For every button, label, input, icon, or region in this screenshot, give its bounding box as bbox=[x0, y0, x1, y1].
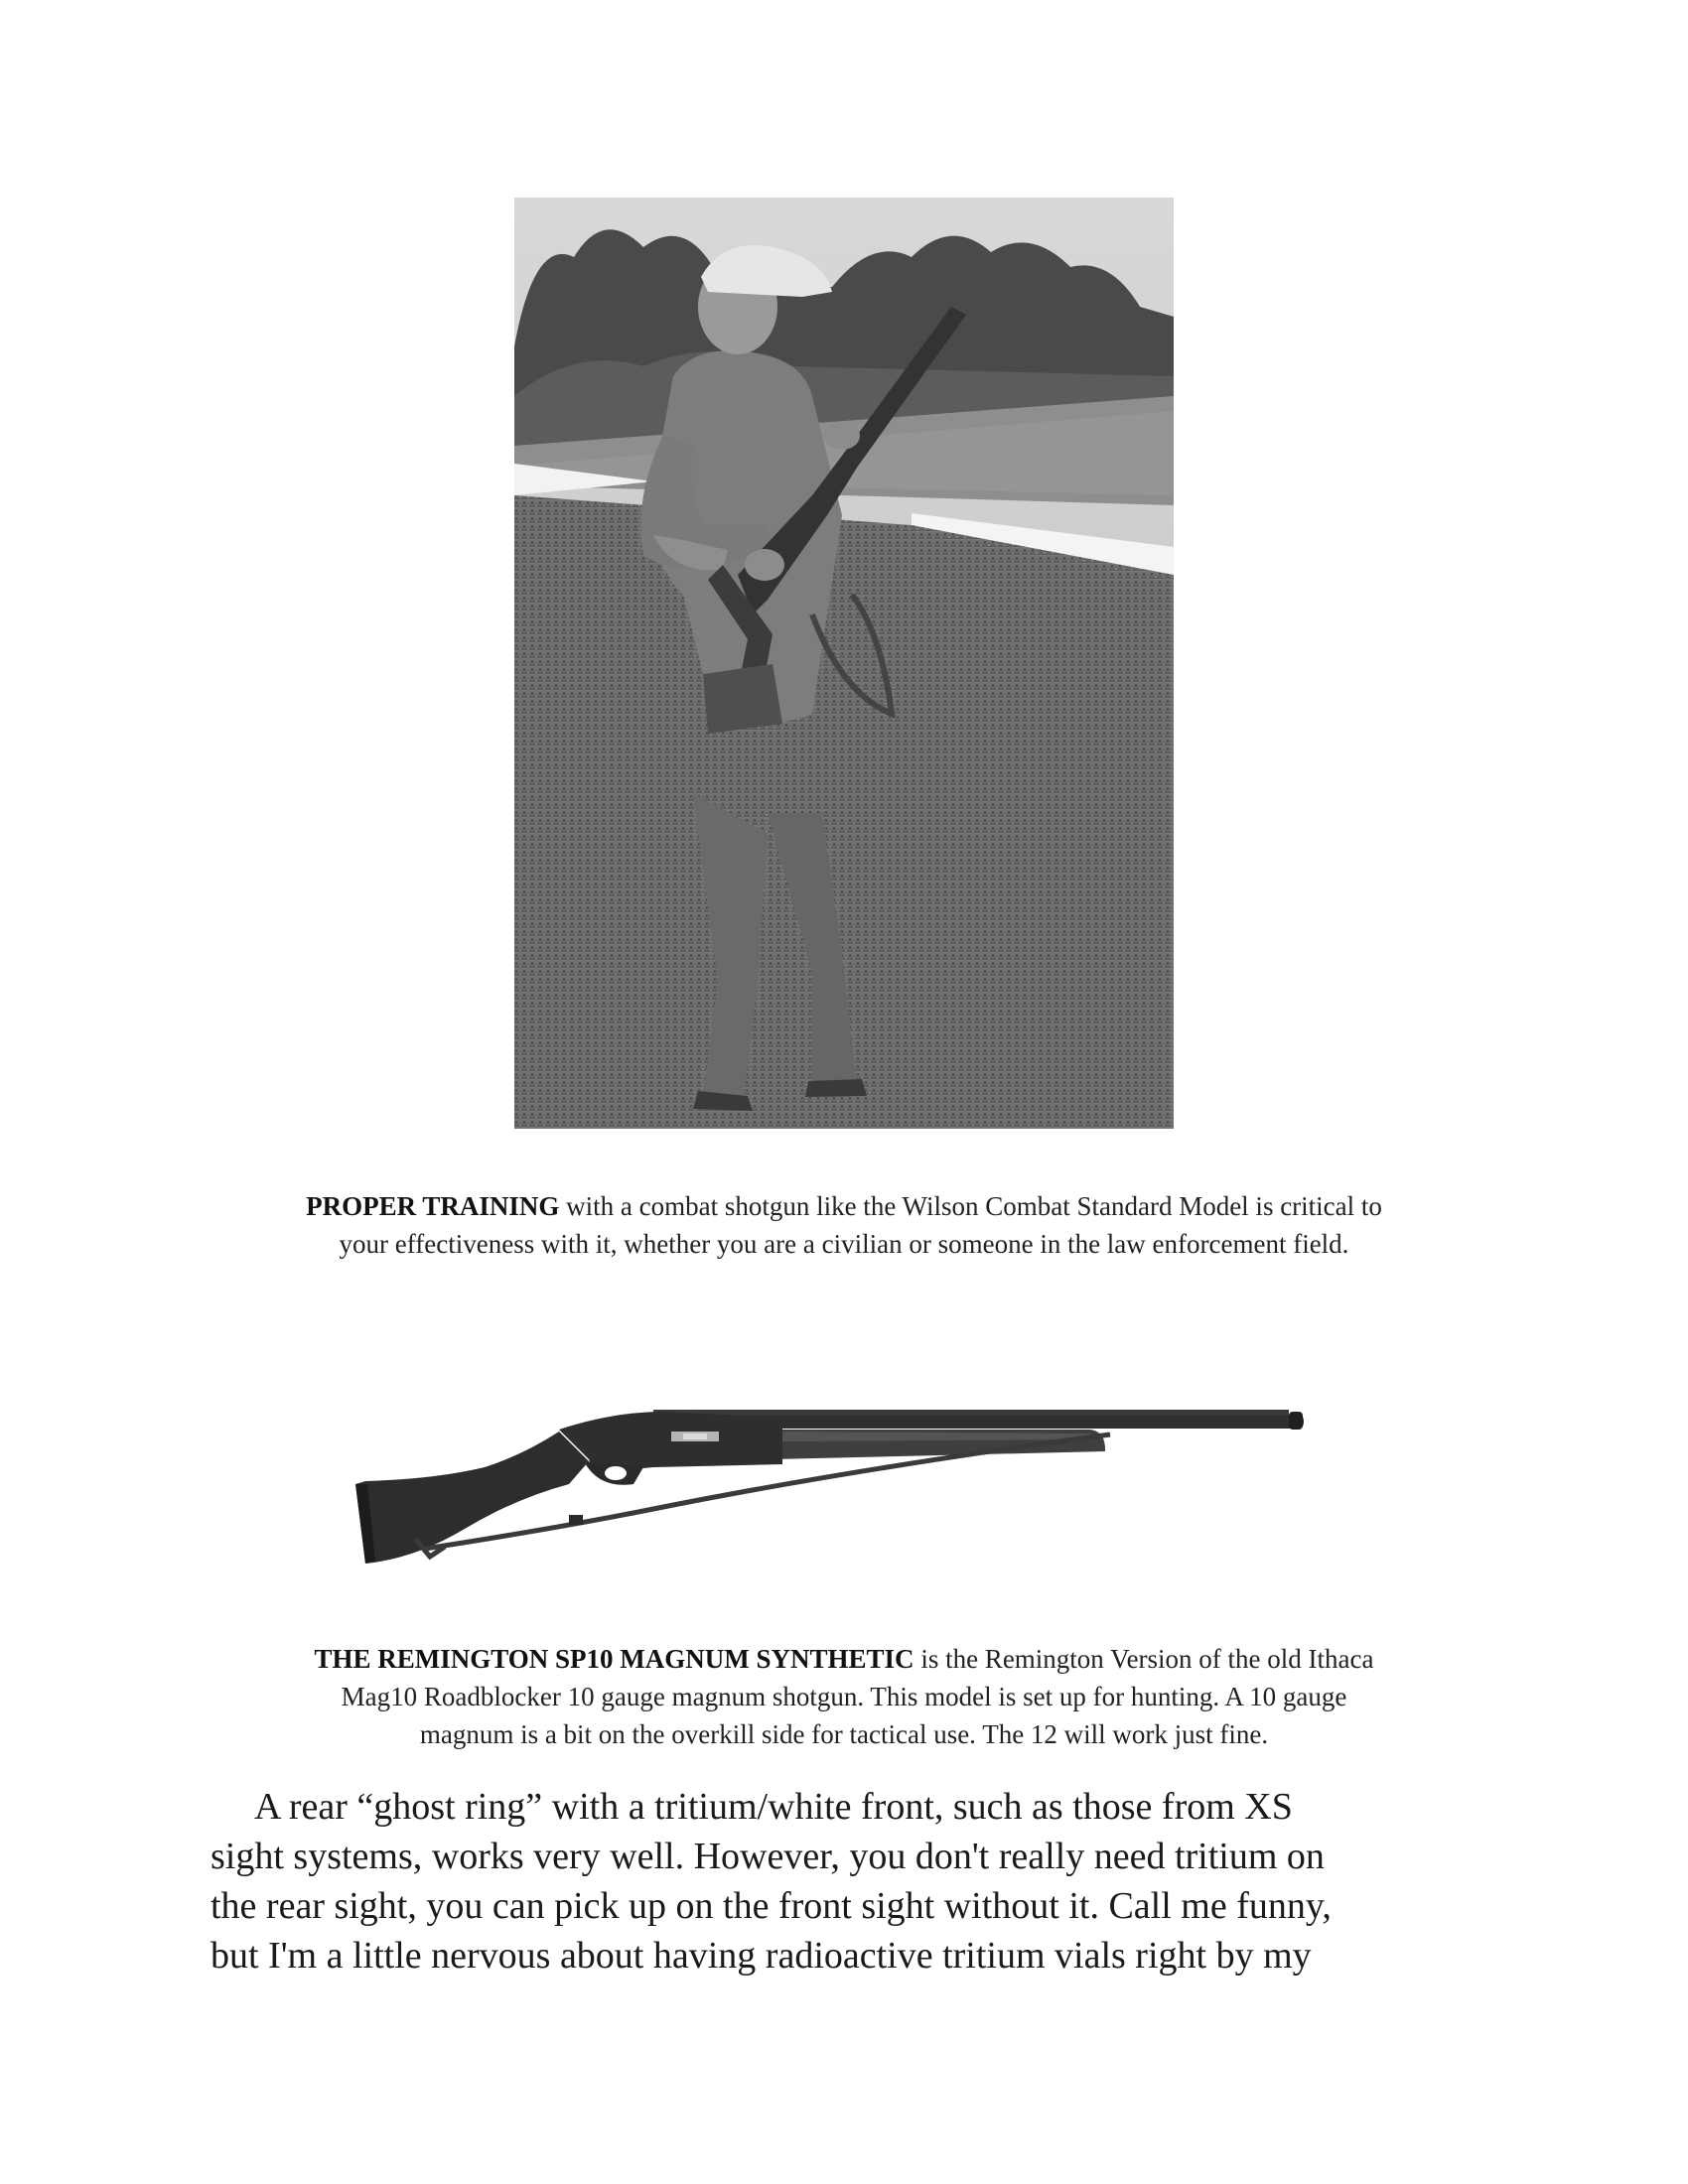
body-line: sight systems, works very well. However, you don't really need tritium on bbox=[211, 1836, 1325, 1877]
caption-proper-training bbox=[199, 1187, 1489, 1263]
caption-remington-sp10 bbox=[213, 1640, 1475, 1753]
caption-text: is the Remington Version of the old Ithaca bbox=[914, 1644, 1374, 1674]
body-paragraph bbox=[211, 1782, 1501, 1980]
caption-bold-lead: PROPER TRAINING bbox=[306, 1191, 560, 1221]
body-line: the rear sight, you can pick up on the front sight without it. Call me funny, bbox=[211, 1885, 1332, 1927]
shotgun-image bbox=[355, 1390, 1348, 1583]
body-line: A rear “ghost ring” with a tritium/white front, such as those from XS bbox=[254, 1786, 1293, 1828]
caption-line bbox=[199, 1187, 1489, 1225]
caption-text: with a combat shotgun like the Wilson Combat Standard Model is critical to bbox=[559, 1191, 1382, 1221]
shotgun-illustration-icon bbox=[355, 1390, 1348, 1583]
caption-bold-lead: THE REMINGTON SP10 MAGNUM SYNTHETIC bbox=[314, 1644, 914, 1674]
body-line: but I'm a little nervous about having radioactive tritium vials right by my bbox=[211, 1935, 1312, 1977]
caption-line: your effectiveness with it, whether you are a civilian or someone in the law enforcement field. bbox=[339, 1229, 1349, 1259]
training-photo bbox=[514, 198, 1174, 1129]
photo-man-with-shotgun-icon bbox=[514, 198, 1174, 1129]
caption-line bbox=[213, 1640, 1475, 1678]
caption-line: Mag10 Roadblocker 10 gauge magnum shotgun. This model is set up for hunting. A 10 gauge bbox=[341, 1682, 1347, 1711]
caption-line: magnum is a bit on the overkill side for tactical use. The 12 will work just fine. bbox=[419, 1719, 1269, 1749]
